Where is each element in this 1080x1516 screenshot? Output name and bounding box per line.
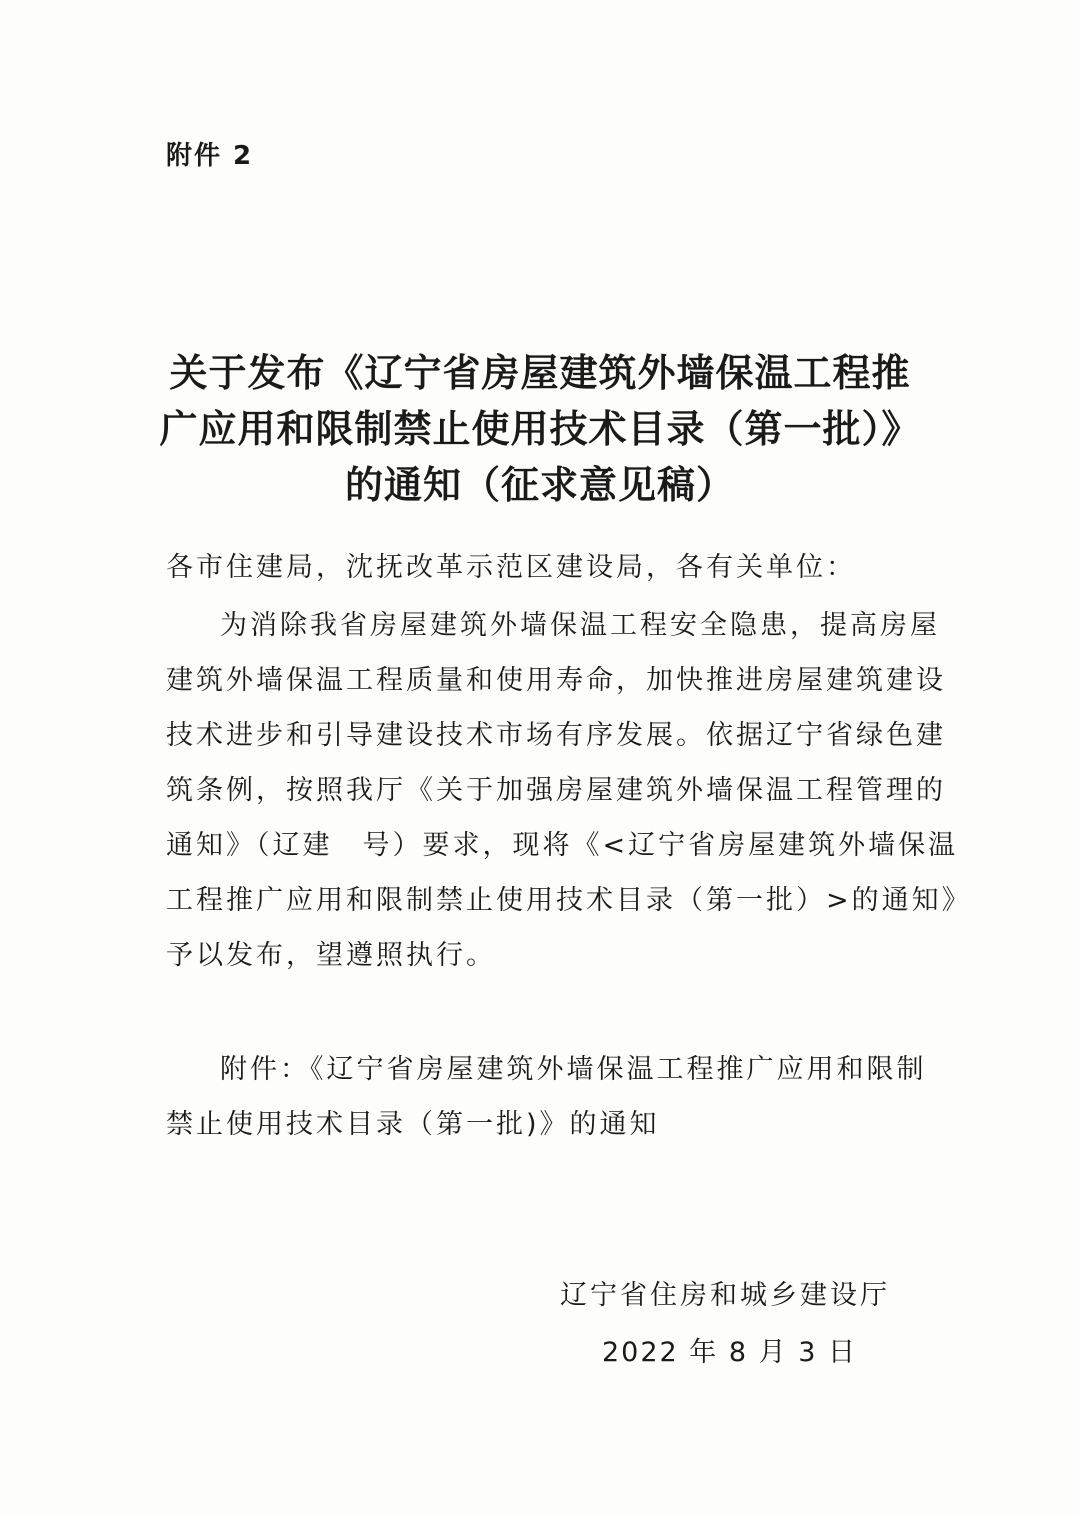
signature-organization: 辽宁省住房和城乡建设厅 [560, 1280, 890, 1311]
paragraph-line: 筑条例，按照我厅《关于加强房屋建筑外墙保温工程管理的 [166, 775, 946, 806]
paragraph-line: 通知》（辽建 号）要求，现将《<辽宁省房屋建筑外墙保温 [166, 830, 959, 861]
paragraph-line: 为消除我省房屋建筑外墙保温工程安全隐患，提高房屋 [220, 610, 940, 641]
title-line: 的通知（征求意见稿） [344, 463, 735, 507]
paragraph-line: 附件：《辽宁省房屋建筑外墙保温工程推广应用和限制 [220, 1054, 927, 1085]
paragraph-line: 禁止使用技术目录（第一批)》的通知 [166, 1109, 660, 1140]
paragraph-line: 予以发布，望遵照执行。 [166, 940, 496, 971]
document-title [150, 345, 930, 513]
attachment-paragraph [166, 1042, 927, 1152]
title-line: 关于发布《辽宁省房屋建筑外墙保温工程推 [169, 351, 911, 395]
paragraph-line: 建筑外墙保温工程质量和使用寿命，加快推进房屋建筑建设 [166, 665, 946, 696]
salutation: 各市住建局，沈抚改革示范区建设局，各有关单位： [166, 552, 856, 583]
paragraph-line: 工程推广应用和限制禁止使用技术目录（第一批）>的通知》 [166, 885, 972, 916]
main-paragraph [166, 598, 972, 983]
signature-date: 2022 年 8 月 3 日 [602, 1337, 857, 1368]
attachment-label: 附件 2 [166, 141, 254, 171]
title-line: 广应用和限制禁止使用技术目录（第一批）》 [159, 407, 921, 451]
paragraph-line: 技术进步和引导建设技术市场有序发展。依据辽宁省绿色建 [166, 720, 946, 751]
